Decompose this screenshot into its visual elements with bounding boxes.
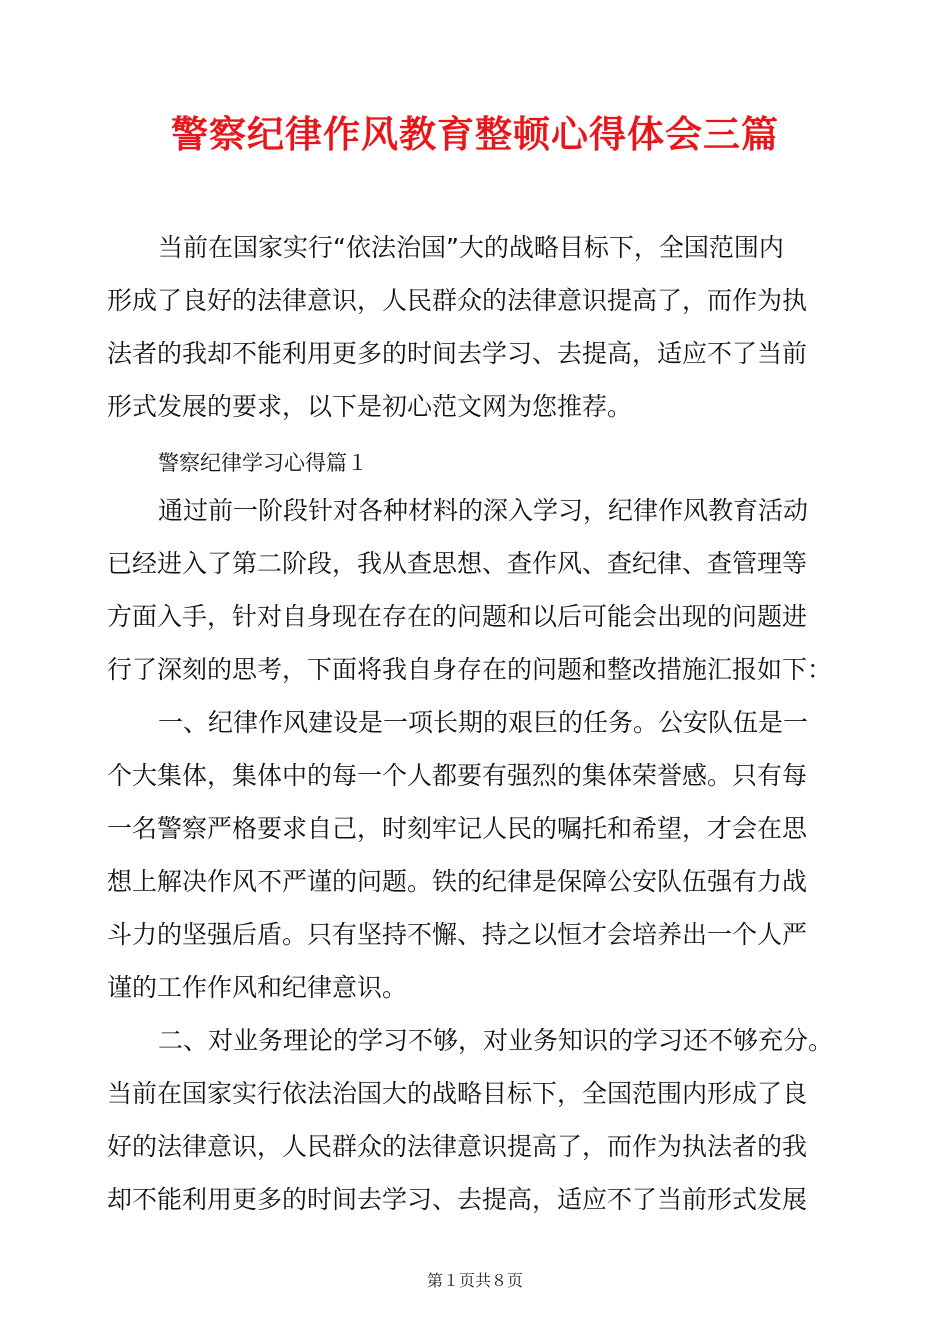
intro-line-2: 形成了良好的法律意识，人民群众的法律意识提高了，而作为执 xyxy=(107,286,808,315)
intro-line-4: 形式发展的要求，以下是初心范文网为您推荐。 xyxy=(107,392,633,421)
paragraph-line: 二、对业务理论的学习不够，对业务知识的学习还不够充分。 xyxy=(158,1026,834,1055)
paragraph-line: 谨的工作作风和纪律意识。 xyxy=(107,973,408,1002)
page-number-footer: 第１页共８页 xyxy=(426,1271,523,1290)
section-heading: 警察纪律学习心得篇１ xyxy=(158,451,368,475)
paragraph-line: 好的法律意识，人民群众的法律意识提高了，而作为执法者的我 xyxy=(107,1132,808,1161)
paragraph-line: 已经进入了第二阶段，我从查思想、查作风、查纪律、查管理等 xyxy=(107,549,808,578)
paragraph-line: 行了深刻的思考，下面将我自身存在的问题和整改措施汇报如下： xyxy=(107,655,833,684)
paragraph-line: 方面入手，针对自身现在存在的问题和以后可能会出现的问题进 xyxy=(107,602,808,631)
paragraph-line: 当前在国家实行依法治国大的战略目标下，全国范围内形成了良 xyxy=(107,1079,808,1108)
paragraph-line: 斗力的坚强后盾。只有坚持不懈、持之以恒才会培养出一个人严 xyxy=(107,920,808,949)
intro-line-1: 当前在国家实行“依法治国”大的战略目标下，全国范围内 xyxy=(158,233,784,262)
paragraph-line: 个大集体，集体中的每一个人都要有强烈的集体荣誉感。只有每 xyxy=(107,761,808,790)
paragraph-line: 一、纪律作风建设是一项长期的艰巨的任务。公安队伍是一 xyxy=(158,708,809,737)
paragraph-line: 却不能利用更多的时间去学习、去提高，适应不了当前形式发展 xyxy=(107,1185,808,1214)
paragraph-line: 一名警察严格要求自己，时刻牢记人民的嘱托和希望，才会在思 xyxy=(107,814,808,843)
intro-line-3: 法者的我却不能利用更多的时间去学习、去提高，适应不了当前 xyxy=(107,339,808,368)
paragraph-line: 想上解决作风不严谨的问题。铁的纪律是保障公安队伍强有力战 xyxy=(107,867,808,896)
document-title: 警察纪律作风教育整顿心得体会三篇 xyxy=(171,113,779,156)
paragraph-line: 通过前一阶段针对各种材料的深入学习，纪律作风教育活动 xyxy=(158,496,809,525)
